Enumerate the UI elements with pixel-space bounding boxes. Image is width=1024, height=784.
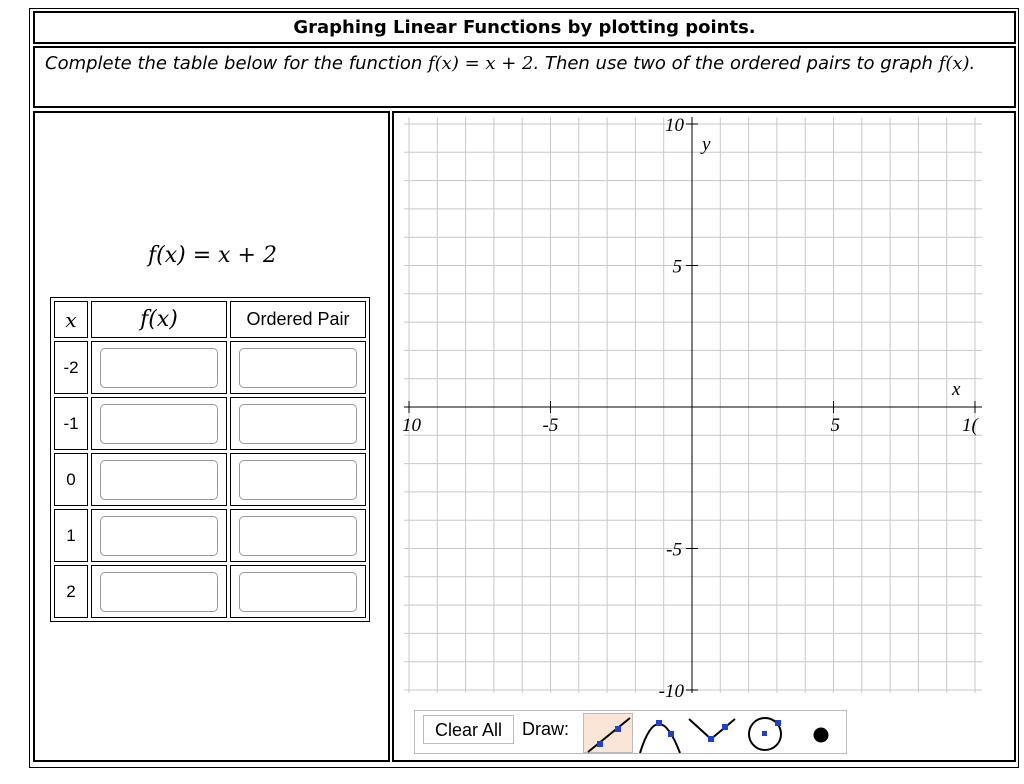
table-row — [54, 341, 366, 394]
x-value: -1 — [54, 397, 88, 450]
table-row — [54, 453, 366, 506]
parabola-tool-button[interactable] — [635, 713, 685, 753]
table-header-row — [54, 301, 366, 338]
y-tick-label: -5 — [666, 539, 682, 561]
fx-cell — [91, 397, 227, 450]
point-tool-button[interactable] — [791, 713, 841, 753]
fx-cell — [91, 509, 227, 562]
fx-input[interactable] — [100, 348, 218, 388]
table-row — [54, 509, 366, 562]
pair-cell — [230, 397, 366, 450]
ordered-pair-input[interactable] — [239, 516, 357, 556]
y-tick-label: 5 — [672, 256, 682, 278]
function-label: f(x) = x + 2 — [148, 243, 277, 268]
instructions-end: . — [969, 53, 976, 74]
fx-cell — [91, 341, 227, 394]
absolute-value-tool-icon — [687, 713, 737, 753]
x-value: -2 — [54, 341, 88, 394]
table-row — [54, 397, 366, 450]
pair-cell — [230, 341, 366, 394]
y-tick-label: 10 — [665, 115, 684, 136]
table-panel — [33, 111, 390, 762]
table-row — [54, 565, 366, 618]
line-tool-icon — [584, 714, 634, 754]
graph-panel — [392, 111, 1016, 762]
parabola-down-tool-icon — [635, 713, 685, 753]
header-ordered-pair: Ordered Pair — [230, 301, 366, 338]
x-tick-label: -5 — [542, 415, 559, 436]
ordered-pair-input[interactable] — [239, 404, 357, 444]
instructions-function: f(x) = x + 2 — [427, 53, 534, 74]
x-axis-label: x — [952, 379, 961, 400]
line-tool-button[interactable] — [583, 713, 633, 753]
absolute-value-tool-button[interactable] — [687, 713, 737, 753]
circle-tool-button[interactable] — [739, 713, 789, 753]
x-tick-label: 1( — [962, 415, 978, 436]
problem-title: Graphing Linear Functions by plotting points. — [33, 11, 1016, 44]
graph-toolbar — [414, 710, 847, 754]
fx-input[interactable] — [100, 460, 218, 500]
x-tick-label: 10 — [402, 415, 421, 436]
x-value: 2 — [54, 565, 88, 618]
fx-cell — [91, 453, 227, 506]
coordinate-grid[interactable] — [394, 113, 1014, 703]
y-axis-label: y — [702, 134, 711, 155]
y-tick-label: -10 — [658, 681, 684, 702]
ordered-pair-input[interactable] — [239, 348, 357, 388]
header-x: x — [54, 301, 88, 338]
point-tool-icon — [791, 713, 841, 753]
fx-input[interactable] — [100, 404, 218, 444]
header-fx: f(x) — [91, 301, 227, 338]
instructions-text-1: Complete the table below for the function — [45, 53, 428, 74]
pair-cell — [230, 565, 366, 618]
grid-lines — [404, 117, 982, 693]
instructions-function-name: f(x) — [938, 53, 970, 74]
fx-input[interactable] — [100, 516, 218, 556]
instructions-text-2: . Then use two of the ordered pairs to graph — [533, 53, 939, 74]
values-table — [50, 297, 370, 622]
fx-input[interactable] — [100, 572, 218, 612]
pair-cell — [230, 453, 366, 506]
x-tick-label: 5 — [830, 415, 840, 436]
x-value: 0 — [54, 453, 88, 506]
clear-all-button[interactable]: Clear All — [423, 715, 514, 744]
instructions — [33, 46, 1016, 108]
circle-tool-icon — [739, 713, 789, 753]
draw-label: Draw: — [522, 719, 570, 739]
x-value: 1 — [54, 509, 88, 562]
pair-cell — [230, 509, 366, 562]
ordered-pair-input[interactable] — [239, 572, 357, 612]
ordered-pair-input[interactable] — [239, 460, 357, 500]
fx-cell — [91, 565, 227, 618]
